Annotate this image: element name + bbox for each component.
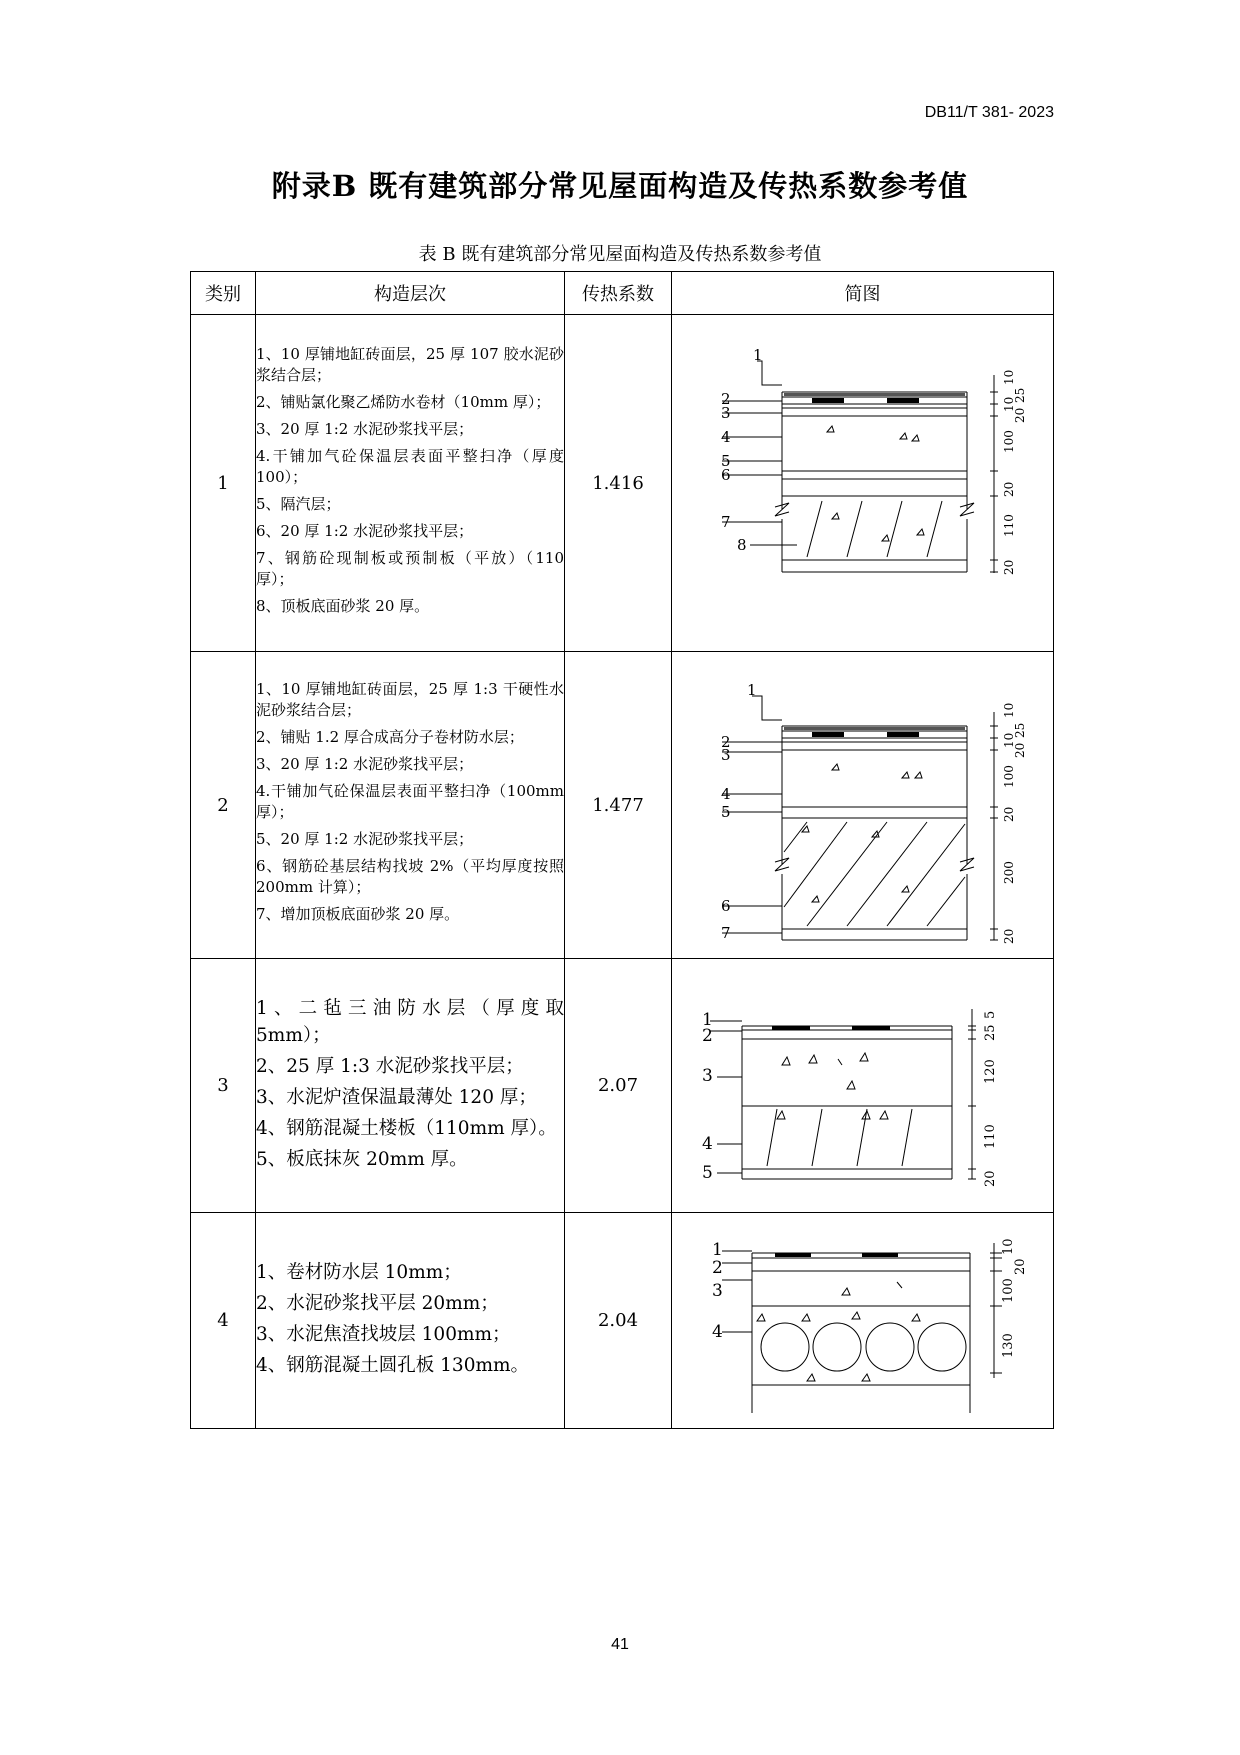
- row-category: 1: [191, 315, 256, 652]
- row-layers: [256, 959, 565, 1213]
- layer-item: 3、20 厚 1:2 水泥砂浆找平层；: [256, 419, 474, 438]
- dimension-label: 20: [1002, 559, 1016, 575]
- diagram-label: 4: [712, 1322, 723, 1342]
- dimension-label: 10: [1002, 396, 1016, 412]
- diagram-label: 3: [702, 1066, 713, 1086]
- diagram-label: 8: [737, 536, 747, 554]
- diagram-label: 2: [712, 1258, 723, 1278]
- dimension-label: 120: [983, 1059, 998, 1084]
- page-title: 附录B 既有建筑部分常见屋面构造及传热系数参考值: [271, 169, 969, 203]
- dimension-label: 20: [1002, 806, 1016, 822]
- row-layers: [256, 652, 565, 959]
- dimension-label: 20: [1002, 928, 1016, 944]
- layer-item: 5、隔汽层；: [256, 494, 341, 513]
- row-layers: [256, 1213, 565, 1429]
- diagram-label: 4: [702, 1134, 713, 1154]
- row-coefficient: 1.416: [565, 315, 672, 652]
- table-header-row: [191, 272, 1054, 315]
- roof-section-diagram-3: [672, 959, 1054, 1212]
- row-category: 3: [191, 959, 256, 1213]
- table-row: [191, 1213, 1054, 1429]
- layer-item: 1、二毡三油防水层（厚度取 5mm）；: [256, 997, 564, 1046]
- layer-item: 1、10 厚铺地缸砖面层，25 厚 1:3 干硬性水泥砂浆结合层；: [256, 680, 564, 719]
- dimension-label: 200: [1002, 861, 1016, 884]
- col-header-layers: 构造层次: [256, 272, 565, 315]
- diagram-label: 5: [721, 803, 731, 821]
- layer-item: 6、钢筋砼基层结构找坡 2%（平均厚度按照 200mm 计算）；: [256, 857, 564, 896]
- dimension-label: 25: [1013, 387, 1027, 403]
- layer-item: 6、20 厚 1:2 水泥砂浆找平层；: [256, 521, 474, 540]
- row-coefficient: 2.07: [565, 959, 672, 1213]
- layer-item: 3、水泥炉渣保温最薄处 120 厚；: [256, 1086, 537, 1108]
- diagram-label: 1: [753, 346, 763, 364]
- layer-item: 5、板底抹灰 20mm 厚。: [256, 1148, 468, 1170]
- col-header-category: 类别: [191, 272, 256, 315]
- dimension-label: 20: [983, 1170, 998, 1187]
- dimension-label: 130: [1001, 1333, 1016, 1358]
- diagram-label: 6: [721, 466, 731, 484]
- row-diagram: [672, 652, 1054, 959]
- layer-item: 2、25 厚 1:3 水泥砂浆找平层；: [256, 1055, 524, 1077]
- diagram-label: 5: [721, 452, 731, 470]
- col-header-diagram: 简图: [672, 272, 1054, 315]
- table-row: [191, 959, 1054, 1213]
- dimension-label: 20: [1013, 742, 1027, 758]
- row-diagram: [672, 959, 1054, 1213]
- layer-item: 3、20 厚 1:2 水泥砂浆找平层；: [256, 755, 474, 773]
- diagram-label: 4: [721, 785, 731, 803]
- diagram-label: 3: [721, 746, 731, 764]
- row-category: 4: [191, 1213, 256, 1429]
- roof-section-diagram-4: [672, 1213, 1054, 1428]
- diagram-label: 3: [721, 404, 731, 422]
- table-row: [191, 652, 1054, 959]
- diagram-label: 5: [702, 1163, 713, 1183]
- diagram-label: 2: [721, 390, 731, 408]
- dimension-label: 100: [1002, 430, 1016, 453]
- dimension-label: 100: [1002, 765, 1016, 788]
- row-category: 2: [191, 652, 256, 959]
- layer-item: 2、铺贴氯化聚乙烯防水卷材（10mm 厚）；: [256, 392, 551, 411]
- row-layers: [256, 315, 565, 652]
- layer-item: 5、20 厚 1:2 水泥砂浆找平层；: [256, 830, 474, 848]
- row-diagram: [672, 1213, 1054, 1429]
- dimension-label: 20: [1013, 1258, 1028, 1275]
- layer-item: 2、水泥砂浆找平层 20mm；: [256, 1292, 499, 1314]
- layer-item: 4、钢筋混凝土圆孔板 130mm。: [256, 1354, 530, 1376]
- diagram-label: 7: [721, 513, 731, 531]
- layer-item: 7、钢筋砼现制板或预制板（平放）（110 厚）；: [256, 548, 564, 588]
- col-header-coefficient: 传热系数: [565, 272, 672, 315]
- dimension-label: 10: [1001, 1238, 1016, 1255]
- layer-item: 4、钢筋混凝土楼板（110mm 厚）。: [256, 1117, 557, 1139]
- row-coefficient: 1.477: [565, 652, 672, 959]
- layer-item: 3、水泥焦渣找坡层 100mm；: [256, 1323, 511, 1345]
- diagram-label: 7: [721, 924, 731, 942]
- dimension-label: 5: [983, 1010, 998, 1019]
- table-caption: 表 B 既有建筑部分常见屋面构造及传热系数参考值: [418, 244, 822, 265]
- dimension-label: 20: [1013, 407, 1027, 423]
- diagram-label: 4: [721, 428, 731, 446]
- roof-section-diagram-2: [672, 652, 1054, 958]
- dimension-label: 110: [1002, 514, 1016, 537]
- diagram-label: 1: [712, 1240, 723, 1260]
- dimension-label: 20: [1002, 481, 1016, 497]
- layer-item: 1、卷材防水层 10mm；: [256, 1261, 462, 1283]
- row-coefficient: 2.04: [565, 1213, 672, 1429]
- dimension-label: 25: [1013, 722, 1027, 738]
- dimension-label: 100: [1001, 1278, 1016, 1303]
- diagram-label: 1: [747, 681, 757, 699]
- diagram-label: 1: [702, 1010, 713, 1030]
- layer-item: 7、增加顶板底面砂浆 20 厚。: [256, 905, 460, 923]
- table-row: [191, 315, 1054, 652]
- dimension-label: 10: [1002, 732, 1016, 748]
- layer-item: 2、铺贴 1.2 厚合成高分子卷材防水层；: [256, 728, 524, 746]
- dimension-label: 110: [983, 1124, 998, 1149]
- dimension-label: 10: [1002, 369, 1016, 385]
- row-diagram: [672, 315, 1054, 652]
- diagram-label: 6: [721, 897, 731, 915]
- layer-item: 1、10 厚铺地缸砖面层，25 厚 107 胶水泥砂浆结合层；: [256, 344, 564, 384]
- layer-item: 8、顶板底面砂浆 20 厚。: [256, 596, 430, 615]
- layer-item: 4.干铺加气砼保温层表面平整扫净（100mm 厚）；: [256, 782, 564, 821]
- roof-reference-table: [190, 271, 1054, 1429]
- roof-section-diagram-1: [672, 315, 1054, 651]
- diagram-label: 3: [712, 1281, 723, 1301]
- diagram-label: 2: [721, 733, 731, 751]
- page-number: 41: [611, 1636, 629, 1653]
- document-code: DB11/T 381- 2023: [924, 104, 1054, 121]
- dimension-label: 10: [1002, 702, 1016, 718]
- dimension-label: 25: [983, 1024, 998, 1041]
- layer-item: 4.干铺加气砼保温层表面平整扫净（厚度 100）；: [256, 446, 564, 486]
- diagram-label: 2: [702, 1026, 713, 1046]
